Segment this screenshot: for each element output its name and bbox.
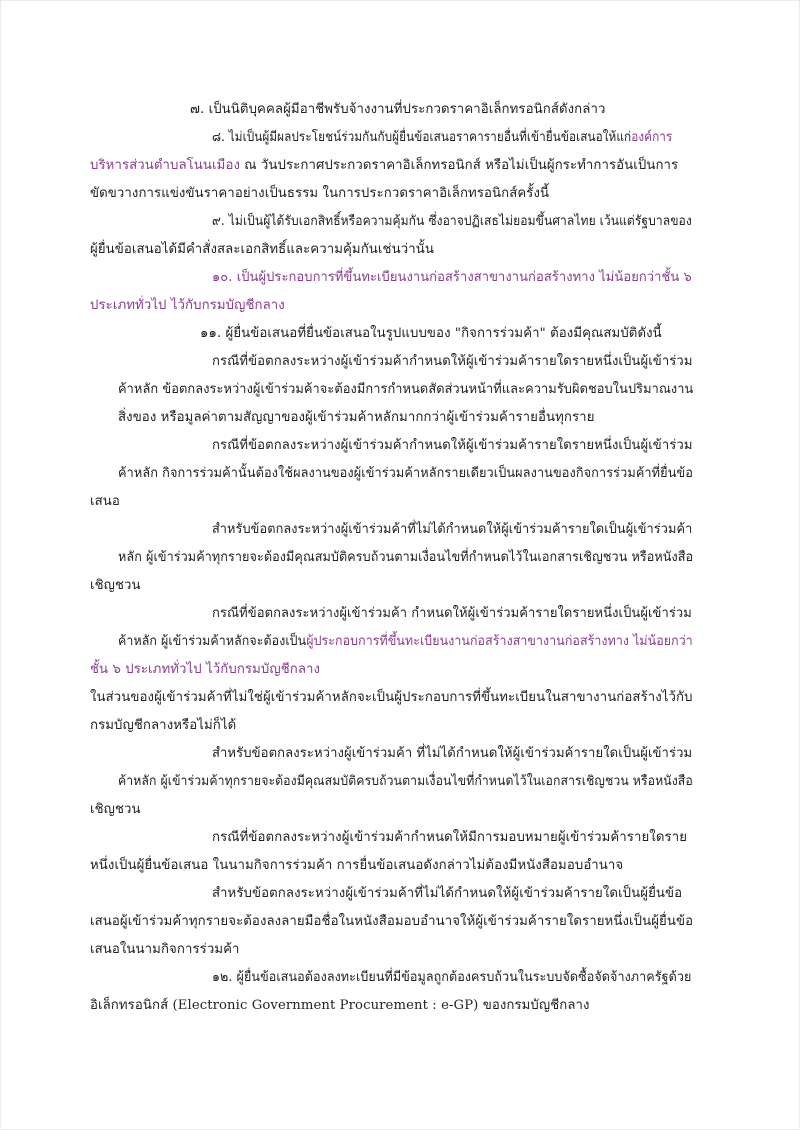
text-segment: เสนอผู้เข้าร่วมค้าทุกรายจะต้องลงลายมือชื่อในหนังสือมอบอำนาจให้ผู้เข้าร่วมค้ารายใดรายหนึ่งเป็นผู้ยื่นข้อ (90, 914, 694, 929)
text-line (212, 884, 682, 904)
text-segment: กรณีที่ข้อตกลงระหว่างผู้เข้าร่วมค้ากำหนดให้มีการมอบหมายผู้เข้าร่วมค้ารายใดราย (212, 830, 688, 845)
text-segment: ๘. ไม่เป็นผู้มีผลประโยชน์ร่วมกันกับผู้ยื่นข้อเสนอราคารายอื่นที่เข้ายื่นข้อเสนอให้แก่ (212, 130, 632, 145)
text-line (90, 660, 320, 680)
text-line (90, 296, 285, 316)
text-line (118, 464, 693, 484)
text-segment: เสนอในนามกิจการร่วมค้า (90, 942, 240, 957)
text-segment: สำหรับข้อตกลงระหว่างผู้เข้าร่วมค้า ที่ไม่ได้กำหนดให้ผู้เข้าร่วมค้ารายใดเป็นผู้เข้าร่วม (212, 746, 693, 761)
highlighted-text: ชั้น ๖ ประเภททั่วไป ไว้กับกรมบัญชีกลาง (90, 662, 321, 677)
text-line (118, 632, 693, 652)
text-line (190, 100, 605, 120)
text-segment: ผู้ยื่นข้อเสนอได้มีคำสั่งสละเอกสิทธิ์และความคุ้มกันเช่นว่านั้น (90, 242, 434, 257)
text-segment: เชิญชวน (90, 578, 141, 593)
text-line (212, 604, 692, 624)
highlighted-text: ประเภททั่วไป ไว้กับกรมบัญชีกลาง (90, 298, 285, 313)
text-line (90, 856, 623, 876)
text-line (90, 156, 678, 176)
text-line (90, 492, 120, 512)
text-segment: ในส่วนของผู้เข้าร่วมค้าที่ไม่ใช่ผู้เข้าร่วมค้าหลักจะเป็นผู้ประกอบการที่ขึ้นทะเบียนในสาขางานก่อสร้างไว้กับ (90, 690, 693, 705)
text-segment: สำหรับข้อตกลงระหว่างผู้เข้าร่วมค้าที่ไม่ได้กำหนดให้ผู้เข้าร่วมค้ารายใดเป็นผู้เข้าร่วมค้า (212, 522, 693, 537)
text-line (212, 212, 692, 232)
text-line (90, 184, 549, 204)
text-segment: ๙. ไม่เป็นผู้ได้รับเอกสิทธิ์หรือความคุ้มกัน ซึ่งอาจปฏิเสธไม่ยอมขึ้นศาลไทย เว้นแต่รัฐบาลของ (212, 214, 692, 229)
text-segment: กรมบัญชีกลางหรือไม่ก็ได้ (90, 718, 237, 733)
text-segment: กรณีที่ข้อตกลงระหว่างผู้เข้าร่วมค้ากำหนดให้ผู้เข้าร่วมค้ารายใดรายหนึ่งเป็นผู้เข้าร่วม (212, 354, 693, 369)
text-line (118, 408, 595, 428)
text-line (90, 800, 141, 820)
text-line (90, 940, 240, 960)
text-segment: ขัดขวางการแข่งขันราคาอย่างเป็นธรรม ในการประกวดราคาอิเล็กทรอนิกส์ครั้งนี้ (90, 186, 550, 201)
text-segment: กรณีที่ข้อตกลงระหว่างผู้เข้าร่วมค้ากำหนดให้ผู้เข้าร่วมค้ารายใดรายหนึ่งเป็นผู้เข้าร่วม (212, 438, 693, 453)
text-line (90, 912, 693, 932)
text-segment: หนึ่งเป็นผู้ยื่นข้อเสนอ ในนามกิจการร่วมค้า การยื่นข้อเสนอดังกล่าวไม่ต้องมีหนังสือมอบอำนาจ (90, 858, 624, 873)
text-segment: ค้าหลัก ผู้เข้าร่วมค้าทุกรายจะต้องมีคุณสมบัติครบถ้วนตามเงื่อนไขที่กำหนดไว้ในเอกสารเชิญชวน หรือหนังสือ (118, 774, 693, 789)
text-line (200, 324, 662, 344)
text-line (212, 268, 692, 288)
text-segment: ค้าหลัก กิจการร่วมค้านั้นต้องใช้ผลงานของผู้เข้าร่วมค้าหลักรายเดียวเป็นผลงานของกิจการร่วมค้าที่ยื่นข้อ (118, 466, 694, 481)
text-line (212, 744, 692, 764)
text-segment: สำหรับข้อตกลงระหว่างผู้เข้าร่วมค้าที่ไม่ได้กำหนดให้ผู้เข้าร่วมค้ารายใดเป็นผู้ยื่นข้อ (212, 886, 683, 901)
text-line (90, 576, 141, 596)
text-segment: หลัก ผู้เข้าร่วมค้าทุกรายจะต้องมีคุณสมบัติครบถ้วนตามเงื่อนไขที่กำหนดไว้ในเอกสารเชิญชวน หรือหนังสือ (118, 550, 694, 565)
text-line (212, 436, 693, 456)
text-line (212, 520, 692, 540)
text-line (118, 548, 693, 568)
text-segment: อิเล็กทรอนิกส์ (Electronic Government Procurement : e-GP) ของกรมบัญชีกลาง (90, 998, 590, 1013)
text-line (90, 996, 590, 1016)
text-segment: ค้าหลัก ผู้เข้าร่วมค้าหลักจะต้องเป็น (118, 634, 307, 649)
text-line (90, 716, 236, 736)
text-line (118, 380, 693, 400)
text-segment: กรณีที่ข้อตกลงระหว่างผู้เข้าร่วมค้า กำหนดให้ผู้เข้าร่วมค้ารายใดรายหนึ่งเป็นผู้เข้าร่วม (212, 606, 692, 621)
text-line (212, 128, 672, 148)
text-segment: เสนอ (90, 494, 120, 509)
highlighted-text: ผู้ประกอบการที่ขึ้นทะเบียนงานก่อสร้างสาขางานก่อสร้างทาง ไม่น้อยกว่า (306, 634, 693, 649)
text-segment: ๗. เป็นนิติบุคคลผู้มีอาชีพรับจ้างงานที่ประกวดราคาอิเล็กทรอนิกส์ดังกล่าว (190, 102, 606, 117)
highlighted-text: ๑๐. เป็นผู้ประกอบการที่ขึ้นทะเบียนงานก่อสร้างสาขางานก่อสร้างทาง ไม่น้อยกว่าชั้น ๖ (212, 270, 692, 285)
text-segment: ณ วันประกาศประกวดราคาอิเล็กทรอนิกส์ หรือไม่เป็นผู้กระทำการอันเป็นการ (240, 158, 679, 173)
text-segment: ๑๒. ผู้ยื่นข้อเสนอต้องลงทะเบียนที่มีข้อมูลถูกต้องครบถ้วนในระบบจัดซื้อจัดจ้างภาครัฐด้วย (212, 970, 692, 985)
text-line (90, 240, 434, 260)
text-line (212, 828, 687, 848)
text-line (212, 968, 691, 988)
highlighted-text: องค์การ (631, 130, 673, 145)
highlighted-text: บริหารส่วนตำบลโนนเมือง (90, 158, 240, 173)
text-line (212, 352, 693, 372)
text-line (118, 772, 693, 792)
text-line (90, 688, 693, 708)
text-segment: เชิญชวน (90, 802, 141, 817)
text-segment: สิ่งของ หรือมูลค่าตามสัญญาของผู้เข้าร่วมค้าหลักมากกว่าผู้เข้าร่วมค้ารายอื่นทุกราย (118, 410, 595, 425)
text-segment: ค้าหลัก ข้อตกลงระหว่างผู้เข้าร่วมค้าจะต้องมีการกำหนดสัดส่วนหน้าที่และความรับผิดชอบในปริมาณงาน (118, 382, 694, 397)
text-segment: ๑๑. ผู้ยื่นข้อเสนอที่ยื่นข้อเสนอในรูปแบบของ "กิจการร่วมค้า" ต้องมีคุณสมบัติดังนี้ (200, 326, 662, 341)
